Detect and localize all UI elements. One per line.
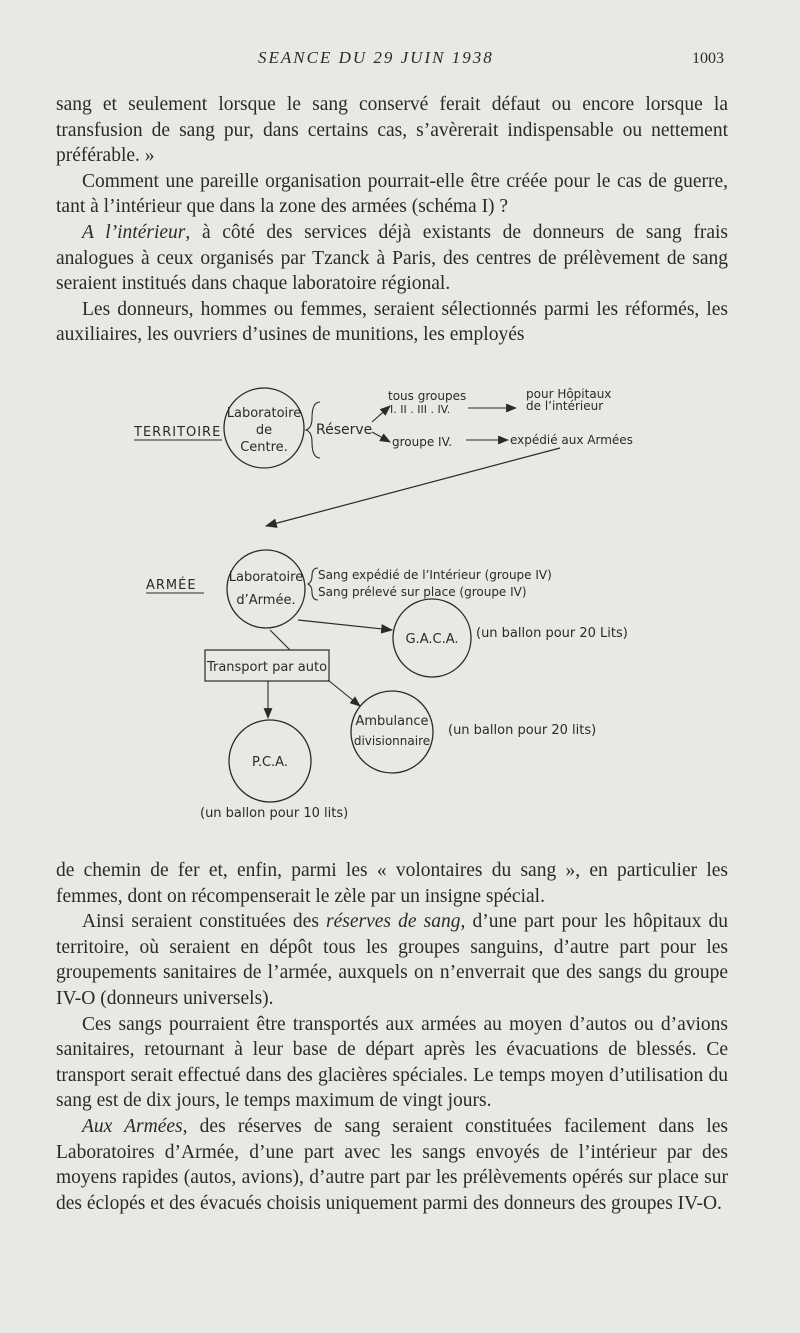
diagram-svg (0, 380, 800, 830)
sang-preleve-label: Sang prélevé sur place (groupe IV) (318, 585, 527, 599)
paragraph-text: , des réserves de sang seraient constituées facilement dans les Laboratoires d’Armée, d’une part avec les sangs envoyés de l’intérieur par des moyens rapides (autos, avions), d’autre part par les prélèvements opérés sur place sur des éclopés et des évacués choisis uniquement parmi des donneurs des groupes IV-O. (56, 1115, 728, 1214)
gaca-label: G.A.C.A. (405, 632, 459, 647)
pca-label: P.C.A. (252, 755, 288, 770)
laboratoire-armee-circle (227, 550, 305, 628)
paragraph: sang et seulement lorsque le sang conservé ferait défaut ou encore lorsque la transfusion de sang pur, dans certains cas, s’avèrerait indispensable ou nettement préférable. » (56, 94, 728, 167)
paragraph-text: Ainsi seraient constituées des (82, 911, 327, 933)
page-number: 1003 (692, 50, 724, 67)
gaca-note: (un ballon pour 20 Lits) (476, 626, 628, 641)
running-title: SEANCE DU 29 JUIN 1938 (258, 48, 494, 67)
ambulance-line-2: divisionnaire (353, 734, 431, 748)
groupes-list-label: I. II . III . IV. (390, 403, 451, 416)
paragraph-text: , à côté des services déjà existants de donneurs de sang frais analogues à ceux organisés par Tzanck à Paris, des centres de prélèvement de sang seraient institués dans chaque laboratoire régional. (56, 221, 728, 295)
paragraph: Les donneurs, hommes ou femmes, seraient sélectionnés parmi les réformés, les auxiliaires, les ouvriers d’usines de munitions, les employés (56, 298, 728, 346)
paragraph: Comment une pareille organisation pourrait-elle être créée pour le cas de guerre, tant à l’intérieur que dans la zone des armées (schéma I) ? (56, 170, 728, 218)
territoire-label: TERRITOIRE (134, 425, 222, 440)
arrow-to-armee (266, 448, 560, 526)
ambulance-circle (351, 691, 433, 773)
arrow-tous-groupes (372, 406, 390, 422)
groupe-iv-label: groupe IV. (392, 435, 453, 449)
expedie-armees-label: expédié aux Armées (510, 433, 633, 447)
arrow-gaca (298, 620, 392, 630)
italic-phrase: réserves de sang (326, 911, 461, 933)
pour-hopitaux-label: pour Hôpitaux (526, 387, 612, 401)
reserve-label: Réserve (316, 422, 373, 438)
pca-note: (un ballon pour 10 lits) (200, 806, 349, 821)
paragraph (56, 220, 728, 297)
transport-label: Transport par auto (206, 660, 328, 675)
ambulance-note: (un ballon pour 20 lits) (448, 723, 597, 738)
lab-armee-line-1: Laboratoire (228, 570, 304, 585)
paragraph-text: , d’une part pour les hôpitaux du territoire, où seraient en dépôt tous les groupes sanguins, d’autre part pour les groupements sanitaires de l’armée, auxquels on n’enverrait que des sangs du groupe IV-O (donneurs universels). (56, 911, 728, 1009)
paragraph (56, 909, 728, 1011)
arrow-groupe-iv (372, 432, 390, 442)
connector (270, 630, 290, 650)
schema-diagram (0, 380, 800, 830)
armee-label: ARMÉE (146, 578, 197, 593)
body-text-top (56, 92, 728, 348)
lab-armee-line-2: d’Armée. (236, 593, 296, 608)
paragraph (56, 1114, 728, 1216)
arrow-ambulance (328, 680, 360, 706)
de-interieur-label: de l’intérieur (526, 399, 604, 413)
body-text-bottom (56, 858, 728, 1216)
brace (308, 568, 318, 600)
page-header (0, 48, 800, 74)
lab-centre-line-1: Laboratoire (226, 406, 302, 421)
italic-phrase: A l’intérieur (82, 221, 186, 243)
lab-centre-line-2: de (255, 423, 273, 438)
lab-centre-line-3: Centre. (240, 440, 288, 455)
italic-phrase: Aux Armées (82, 1115, 183, 1137)
tous-groupes-label: tous groupes (388, 389, 467, 403)
paragraph: Ces sangs pourraient être transportés aux armées au moyen d’autos ou d’avions sanitaires, retournant à leur base de départ après les évacuations de blessés. Ce transport serait effectué dans des glacières spéciales. Le temps moyen d’utilisation du sang est de dix jours, le temps maximum de vingt jours. (56, 1013, 728, 1112)
paragraph: de chemin de fer et, enfin, parmi les « volontaires du sang », en particulier les femmes, dont on récompenserait le zèle par un insigne spécial. (56, 860, 728, 907)
ambulance-line-1: Ambulance (355, 714, 429, 729)
sang-expedie-label: Sang expédié de l’Intérieur (groupe IV) (318, 568, 552, 582)
